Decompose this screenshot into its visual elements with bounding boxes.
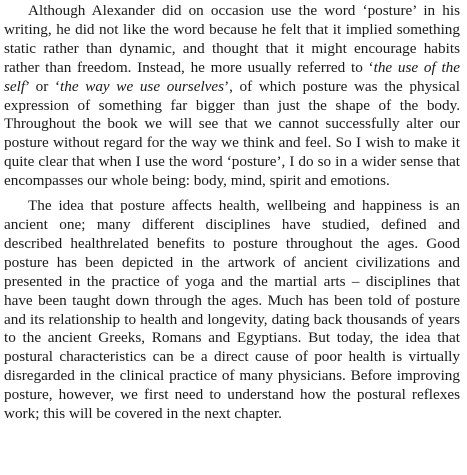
paragraph-1-italic-use-of-self: the use of the self	[4, 58, 460, 95]
paragraph-2	[4, 197, 460, 424]
paragraph-1-text-1: Although Alexander did on occasion use the word ‘posture’ in his writing, he did not like the word because he felt that it implied something static rather than dynamic, and thought that it might encourage habits rather than freedom. Instead, he more usually referred to ‘	[4, 2, 460, 76]
document-page	[4, 2, 460, 472]
paragraph-1-italic-way-we-use-ourselves: the way we use ourselves	[60, 77, 225, 95]
paragraph-1	[4, 2, 460, 191]
paragraph-2-text-1: The idea that posture affects health, wellbeing and happiness is an ancient one; many different disciplines have studied, defined and described healthrelated benefits to posture throughout the ages. Good posture has been depicted in the artwork of ancient civilizations and presented in the practice of yoga and the martial arts – disciplines that have been taught down through the ages. Much has been told of posture and its relationship to health and longevity, dating back thousands of years to the ancient Greeks, Romans and Egyptians. But today, the idea that postural characteristics can be a direct cause of poor health is virtually disregarded in the clinical practice of many physicians. Before improving posture, however, we first need to understand how the postural reflexes work; this will be covered in the next chapter.	[4, 197, 460, 423]
paragraph-1-text-3: ’, of which posture was the physical expression of something far bigger than just the shape of the body. Throughout the book we will see that we cannot successfully alter our posture without regard for the way we think and feel. So I wish to make it quite clear that when I use the word ‘posture’, I do so in a wider sense that encompasses our whole being: body, mind, spirit and emotions.	[4, 77, 460, 190]
paragraph-1-text-2: ’ or ‘	[25, 77, 61, 95]
